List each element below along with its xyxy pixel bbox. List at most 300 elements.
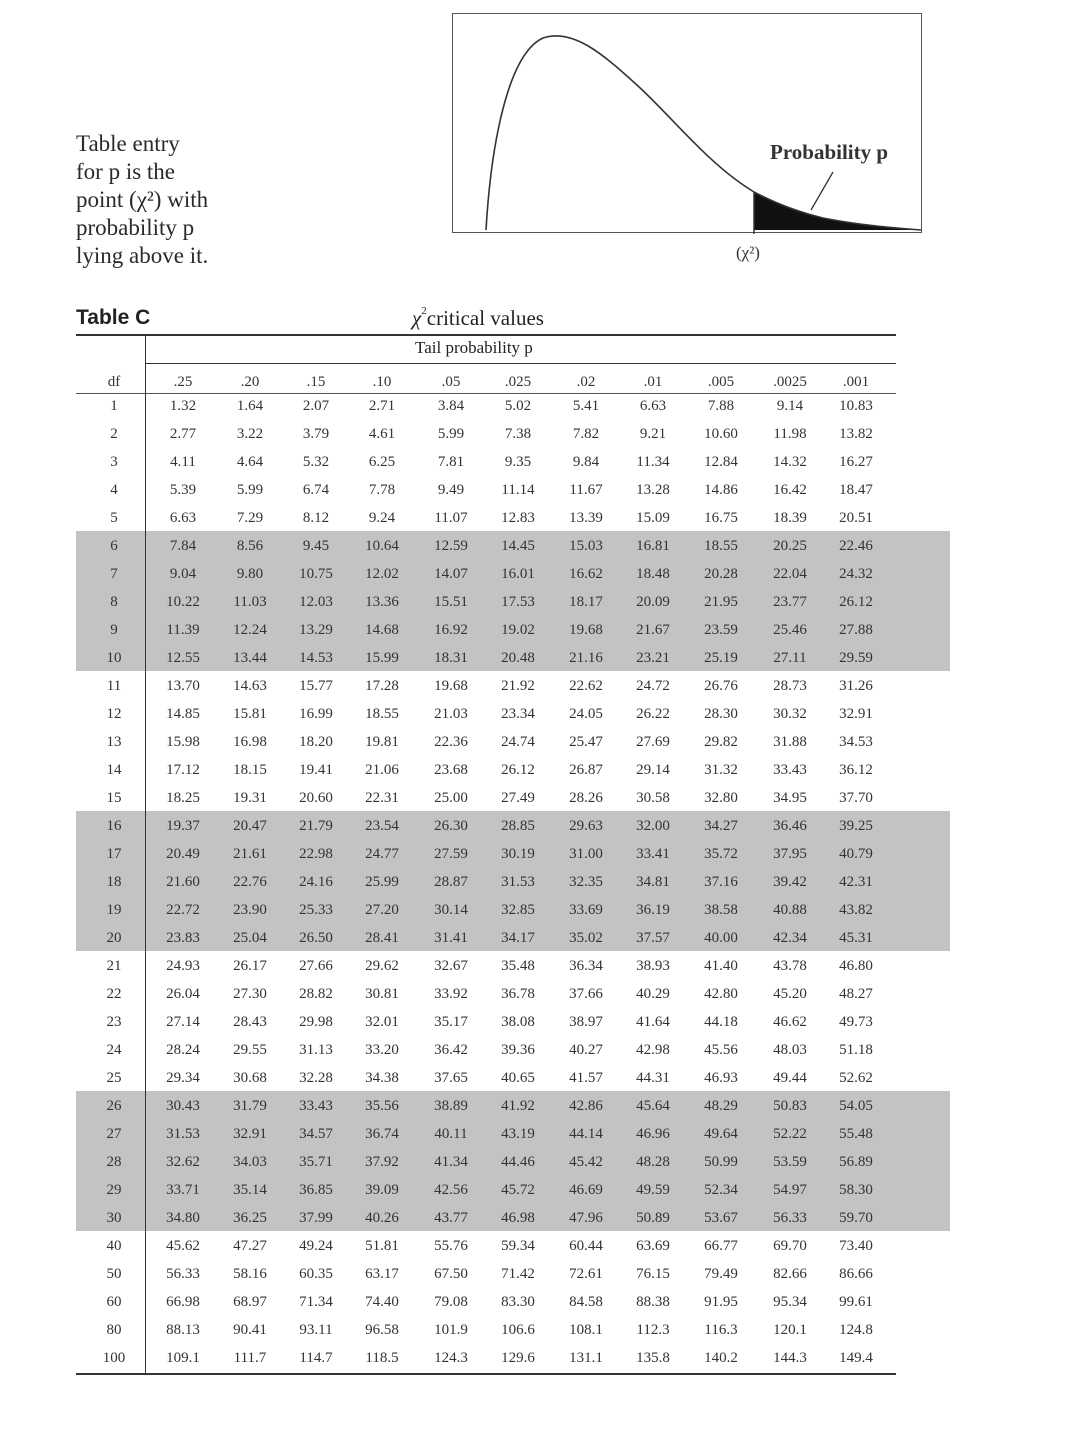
value-cell: 23.77 [773, 594, 807, 610]
value-cell: 58.30 [839, 1182, 873, 1198]
value-cell: 32.00 [636, 818, 670, 834]
value-cell: 18.39 [773, 510, 807, 526]
value-cell: 13.70 [166, 678, 200, 694]
value-cell: 20.28 [704, 566, 738, 582]
value-cell: 28.26 [569, 790, 603, 806]
chi-symbol: χ [412, 306, 422, 330]
value-cell: 7.82 [572, 426, 600, 442]
df-cell: 18 [106, 874, 122, 890]
value-cell: 5.41 [572, 398, 600, 414]
value-cell: 17.28 [365, 678, 399, 694]
value-cell: 49.24 [299, 1238, 333, 1254]
p-header: .0025 [773, 374, 807, 390]
value-cell: 25.46 [773, 622, 807, 638]
value-cell: 88.38 [636, 1294, 670, 1310]
value-cell: 38.89 [434, 1098, 468, 1114]
p-header: .05 [441, 374, 461, 390]
value-cell: 54.05 [839, 1098, 873, 1114]
value-cell: 63.69 [636, 1238, 670, 1254]
df-cell: 8 [110, 594, 118, 610]
value-cell: 29.59 [839, 650, 873, 666]
value-cell: 17.53 [501, 594, 535, 610]
value-cell: 28.41 [365, 930, 399, 946]
value-cell: 15.51 [434, 594, 468, 610]
value-cell: 16.01 [501, 566, 535, 582]
value-cell: 31.13 [299, 1042, 333, 1058]
value-cell: 7.29 [236, 510, 264, 526]
value-cell: 9.35 [504, 454, 532, 470]
value-cell: 12.03 [299, 594, 333, 610]
value-cell: 44.14 [569, 1126, 603, 1142]
value-cell: 28.82 [299, 986, 333, 1002]
table-row [76, 896, 896, 924]
value-cell: 135.8 [636, 1350, 670, 1366]
tail-area [754, 192, 921, 230]
value-cell: 40.65 [501, 1070, 535, 1086]
value-cell: 68.97 [233, 1294, 267, 1310]
value-cell: 59.34 [501, 1238, 535, 1254]
df-cell: 80 [106, 1322, 122, 1338]
table-row [76, 1176, 896, 1204]
value-cell: 21.79 [299, 818, 333, 834]
value-cell: 32.85 [501, 902, 535, 918]
value-cell: 31.53 [166, 1126, 200, 1142]
value-cell: 14.32 [773, 454, 807, 470]
value-cell: 19.31 [233, 790, 267, 806]
value-cell: 26.04 [166, 986, 200, 1002]
df-cell: 9 [110, 622, 118, 638]
value-cell: 27.88 [839, 622, 873, 638]
value-cell: 34.03 [233, 1154, 267, 1170]
df-header: df [107, 374, 121, 390]
value-cell: 16.27 [839, 454, 873, 470]
value-cell: 18.55 [704, 538, 738, 554]
value-cell: 22.31 [365, 790, 399, 806]
value-cell: 111.7 [233, 1350, 267, 1366]
figure-caption [76, 130, 276, 270]
value-cell: 21.67 [636, 622, 670, 638]
value-cell: 38.97 [569, 1014, 603, 1030]
table-row [76, 560, 896, 588]
value-cell: 35.17 [434, 1014, 468, 1030]
value-cell: 34.17 [501, 930, 535, 946]
table-row [76, 784, 896, 812]
value-cell: 16.99 [299, 706, 333, 722]
value-cell: 39.42 [773, 874, 807, 890]
value-cell: 24.32 [839, 566, 873, 582]
value-cell: 9.49 [437, 482, 465, 498]
p-header: .02 [576, 374, 596, 390]
value-cell: 79.08 [434, 1294, 468, 1310]
table-row [76, 700, 896, 728]
value-cell: 5.99 [236, 482, 264, 498]
value-cell: 24.77 [365, 846, 399, 862]
value-cell: 28.73 [773, 678, 807, 694]
value-cell: 19.41 [299, 762, 333, 778]
value-cell: 18.31 [434, 650, 468, 666]
value-cell: 43.82 [839, 902, 873, 918]
df-cell: 60 [106, 1294, 122, 1310]
value-cell: 50.83 [773, 1098, 807, 1114]
value-cell: 56.33 [773, 1210, 807, 1226]
value-cell: 40.00 [704, 930, 738, 946]
value-cell: 30.19 [501, 846, 535, 862]
value-cell: 17.12 [166, 762, 200, 778]
value-cell: 11.39 [166, 622, 200, 638]
value-cell: 116.3 [704, 1322, 738, 1338]
value-cell: 27.20 [365, 902, 399, 918]
value-cell: 26.22 [636, 706, 670, 722]
value-cell: 30.14 [434, 902, 468, 918]
value-cell: 33.20 [365, 1042, 399, 1058]
value-cell: 33.41 [636, 846, 670, 862]
table-header-row [76, 366, 896, 394]
value-cell: 32.80 [704, 790, 738, 806]
value-cell: 12.59 [434, 538, 468, 554]
value-cell: 51.18 [839, 1042, 873, 1058]
df-cell: 11 [106, 678, 122, 694]
value-cell: 42.31 [839, 874, 873, 890]
table-row [76, 1260, 896, 1288]
value-cell: 29.63 [569, 818, 603, 834]
value-cell: 32.62 [166, 1154, 200, 1170]
df-cell: 21 [106, 958, 122, 974]
table-row [76, 476, 896, 504]
value-cell: 47.96 [569, 1210, 603, 1226]
value-cell: 60.35 [299, 1266, 333, 1282]
table-row [76, 392, 896, 420]
value-cell: 31.53 [501, 874, 535, 890]
value-cell: 33.43 [299, 1098, 333, 1114]
value-cell: 131.1 [569, 1350, 603, 1366]
value-cell: 59.70 [839, 1210, 873, 1226]
value-cell: 22.98 [299, 846, 333, 862]
value-cell: 72.61 [569, 1266, 603, 1282]
heading-text: critical values [426, 306, 544, 330]
value-cell: 19.68 [569, 622, 603, 638]
value-cell: 30.43 [166, 1098, 200, 1114]
df-cell: 25 [106, 1070, 122, 1086]
value-cell: 31.88 [773, 734, 807, 750]
value-cell: 37.57 [636, 930, 670, 946]
value-cell: 34.38 [365, 1070, 399, 1086]
caption-line: probability p [76, 215, 195, 240]
value-cell: 33.92 [434, 986, 468, 1002]
value-cell: 67.50 [434, 1266, 468, 1282]
value-cell: 21.95 [704, 594, 738, 610]
tail-probability-rule [145, 363, 896, 364]
value-cell: 18.47 [839, 482, 873, 498]
value-cell: 41.57 [569, 1070, 603, 1086]
value-cell: 40.29 [636, 986, 670, 1002]
value-cell: 49.44 [773, 1070, 807, 1086]
value-cell: 3.22 [236, 426, 264, 442]
value-cell: 42.80 [704, 986, 738, 1002]
value-cell: 49.73 [839, 1014, 873, 1030]
table-row [76, 756, 896, 784]
value-cell: 15.77 [299, 678, 333, 694]
density-curve [486, 36, 921, 230]
value-cell: 24.74 [501, 734, 535, 750]
value-cell: 26.12 [501, 762, 535, 778]
value-cell: 9.04 [169, 566, 197, 582]
value-cell: 23.68 [434, 762, 468, 778]
table-row [76, 924, 896, 952]
value-cell: 29.82 [704, 734, 738, 750]
value-cell: 40.79 [839, 846, 873, 862]
value-cell: 16.81 [636, 538, 670, 554]
value-cell: 23.34 [501, 706, 535, 722]
value-cell: 30.58 [636, 790, 670, 806]
value-cell: 32.91 [839, 706, 873, 722]
value-cell: 32.91 [233, 1126, 267, 1142]
df-cell: 12 [106, 706, 122, 722]
value-cell: 21.60 [166, 874, 200, 890]
value-cell: 16.75 [704, 510, 738, 526]
value-cell: 21.06 [365, 762, 399, 778]
value-cell: 21.92 [501, 678, 535, 694]
value-cell: 37.66 [569, 986, 603, 1002]
value-cell: 91.95 [704, 1294, 738, 1310]
value-cell: 129.6 [501, 1350, 535, 1366]
value-cell: 35.71 [299, 1154, 333, 1170]
value-cell: 83.30 [501, 1294, 535, 1310]
table-row [76, 1232, 896, 1260]
df-cell: 30 [106, 1210, 122, 1226]
value-cell: 20.60 [299, 790, 333, 806]
value-cell: 79.49 [704, 1266, 738, 1282]
value-cell: 37.16 [704, 874, 738, 890]
value-cell: 30.68 [233, 1070, 267, 1086]
value-cell: 38.08 [501, 1014, 535, 1030]
value-cell: 48.03 [773, 1042, 807, 1058]
value-cell: 31.26 [839, 678, 873, 694]
value-cell: 29.98 [299, 1014, 333, 1030]
df-cell: 6 [110, 538, 118, 554]
value-cell: 45.64 [636, 1098, 670, 1114]
value-cell: 32.67 [434, 958, 468, 974]
value-cell: 56.33 [166, 1266, 200, 1282]
value-cell: 41.92 [501, 1098, 535, 1114]
value-cell: 88.13 [166, 1322, 200, 1338]
value-cell: 11.98 [773, 426, 807, 442]
value-cell: 26.12 [839, 594, 873, 610]
value-cell: 27.69 [636, 734, 670, 750]
table-row [76, 532, 896, 560]
caption-line: Table entry [76, 131, 180, 156]
table-row [76, 1008, 896, 1036]
df-cell: 10 [106, 650, 122, 666]
value-cell: 27.66 [299, 958, 333, 974]
table-title: Table C [76, 306, 151, 329]
value-cell: 28.24 [166, 1042, 200, 1058]
value-cell: 46.98 [501, 1210, 535, 1226]
value-cell: 11.07 [434, 510, 468, 526]
value-cell: 36.25 [233, 1210, 267, 1226]
value-cell: 109.1 [166, 1350, 200, 1366]
df-cell: 28 [106, 1154, 122, 1170]
value-cell: 11.14 [501, 482, 535, 498]
value-cell: 48.28 [636, 1154, 670, 1170]
value-cell: 25.99 [365, 874, 399, 890]
value-cell: 5.02 [504, 398, 532, 414]
value-cell: 14.86 [704, 482, 738, 498]
value-cell: 25.19 [704, 650, 738, 666]
value-cell: 86.66 [839, 1266, 873, 1282]
value-cell: 11.67 [569, 482, 603, 498]
table-row [76, 1288, 896, 1316]
value-cell: 22.36 [434, 734, 468, 750]
value-cell: 24.05 [569, 706, 603, 722]
value-cell: 14.45 [501, 538, 535, 554]
value-cell: 149.4 [839, 1350, 873, 1366]
probability-label: Probability p [770, 140, 889, 164]
value-cell: 34.57 [299, 1126, 333, 1142]
value-cell: 29.62 [365, 958, 399, 974]
caption-line: point (χ²) with [76, 187, 209, 212]
value-cell: 36.19 [636, 902, 670, 918]
value-cell: 8.56 [236, 538, 264, 554]
value-cell: 19.37 [166, 818, 200, 834]
value-cell: 42.34 [773, 930, 807, 946]
value-cell: 14.68 [365, 622, 399, 638]
value-cell: 36.46 [773, 818, 807, 834]
table-row [76, 980, 896, 1008]
value-cell: 31.41 [434, 930, 468, 946]
value-cell: 22.76 [233, 874, 267, 890]
value-cell: 37.65 [434, 1070, 468, 1086]
value-cell: 66.77 [704, 1238, 738, 1254]
value-cell: 52.34 [704, 1182, 738, 1198]
value-cell: 36.34 [569, 958, 603, 974]
value-cell: 112.3 [636, 1322, 670, 1338]
value-cell: 21.61 [233, 846, 267, 862]
table-row [76, 1036, 896, 1064]
table-row [76, 1064, 896, 1092]
df-cell: 50 [106, 1266, 122, 1282]
value-cell: 35.48 [501, 958, 535, 974]
table-row [76, 616, 896, 644]
value-cell: 19.02 [501, 622, 535, 638]
value-cell: 21.16 [569, 650, 603, 666]
df-cell: 17 [106, 846, 122, 862]
value-cell: 30.32 [773, 706, 807, 722]
value-cell: 26.76 [704, 678, 738, 694]
density-curve-graphic [453, 14, 923, 234]
value-cell: 40.26 [365, 1210, 399, 1226]
value-cell: 144.3 [773, 1350, 807, 1366]
table-row [76, 868, 896, 896]
value-cell: 124.8 [839, 1322, 873, 1338]
value-cell: 74.40 [365, 1294, 399, 1310]
value-cell: 29.34 [166, 1070, 200, 1086]
value-cell: 2.07 [302, 398, 330, 414]
value-cell: 8.12 [302, 510, 330, 526]
value-cell: 3.79 [302, 426, 330, 442]
value-cell: 52.22 [773, 1126, 807, 1142]
value-cell: 108.1 [569, 1322, 603, 1338]
value-cell: 10.75 [299, 566, 333, 582]
value-cell: 51.81 [365, 1238, 399, 1254]
value-cell: 34.27 [704, 818, 738, 834]
value-cell: 34.53 [839, 734, 873, 750]
value-cell: 49.64 [704, 1126, 738, 1142]
value-cell: 93.11 [299, 1322, 333, 1338]
table-row [76, 420, 896, 448]
value-cell: 43.19 [501, 1126, 535, 1142]
value-cell: 43.77 [434, 1210, 468, 1226]
value-cell: 24.93 [166, 958, 200, 974]
value-cell: 28.87 [434, 874, 468, 890]
value-cell: 15.09 [636, 510, 670, 526]
value-cell: 37.92 [365, 1154, 399, 1170]
table-row [76, 952, 896, 980]
value-cell: 45.72 [501, 1182, 535, 1198]
value-cell: 5.32 [302, 454, 330, 470]
df-cell: 4 [110, 482, 118, 498]
value-cell: 14.07 [434, 566, 468, 582]
table-row [76, 588, 896, 616]
value-cell: 124.3 [434, 1350, 468, 1366]
value-cell: 46.93 [704, 1070, 738, 1086]
value-cell: 58.16 [233, 1266, 267, 1282]
value-cell: 48.29 [704, 1098, 738, 1114]
df-cell: 5 [110, 510, 118, 526]
value-cell: 37.95 [773, 846, 807, 862]
value-cell: 41.34 [434, 1154, 468, 1170]
value-cell: 22.72 [166, 902, 200, 918]
value-cell: 13.36 [365, 594, 399, 610]
value-cell: 55.76 [434, 1238, 468, 1254]
value-cell: 40.88 [773, 902, 807, 918]
value-cell: 9.21 [639, 426, 667, 442]
tail-probability-label: Tail probability p [415, 338, 533, 357]
value-cell: 2.71 [368, 398, 396, 414]
value-cell: 39.25 [839, 818, 873, 834]
value-cell: 6.25 [368, 454, 396, 470]
value-cell: 12.84 [704, 454, 738, 470]
value-cell: 35.56 [365, 1098, 399, 1114]
value-cell: 31.00 [569, 846, 603, 862]
value-cell: 41.64 [636, 1014, 670, 1030]
value-cell: 90.41 [233, 1322, 267, 1338]
value-cell: 15.99 [365, 650, 399, 666]
value-cell: 95.34 [773, 1294, 807, 1310]
df-cell: 15 [106, 790, 122, 806]
value-cell: 20.09 [636, 594, 670, 610]
value-cell: 23.83 [166, 930, 200, 946]
value-cell: 114.7 [299, 1350, 333, 1366]
value-cell: 18.25 [166, 790, 200, 806]
df-cell: 16 [106, 818, 122, 834]
value-cell: 27.59 [434, 846, 468, 862]
value-cell: 36.85 [299, 1182, 333, 1198]
value-cell: 42.86 [569, 1098, 603, 1114]
value-cell: 1.64 [236, 398, 264, 414]
table-bottom-rule [76, 1373, 896, 1375]
value-cell: 96.58 [365, 1322, 399, 1338]
df-cell: 13 [106, 734, 122, 750]
value-cell: 9.45 [302, 538, 330, 554]
value-cell: 1.32 [169, 398, 197, 414]
value-cell: 24.16 [299, 874, 333, 890]
value-cell: 43.78 [773, 958, 807, 974]
value-cell: 5.39 [169, 482, 197, 498]
value-cell: 27.11 [773, 650, 807, 666]
value-cell: 27.30 [233, 986, 267, 1002]
value-cell: 10.64 [365, 538, 399, 554]
value-cell: 25.00 [434, 790, 468, 806]
